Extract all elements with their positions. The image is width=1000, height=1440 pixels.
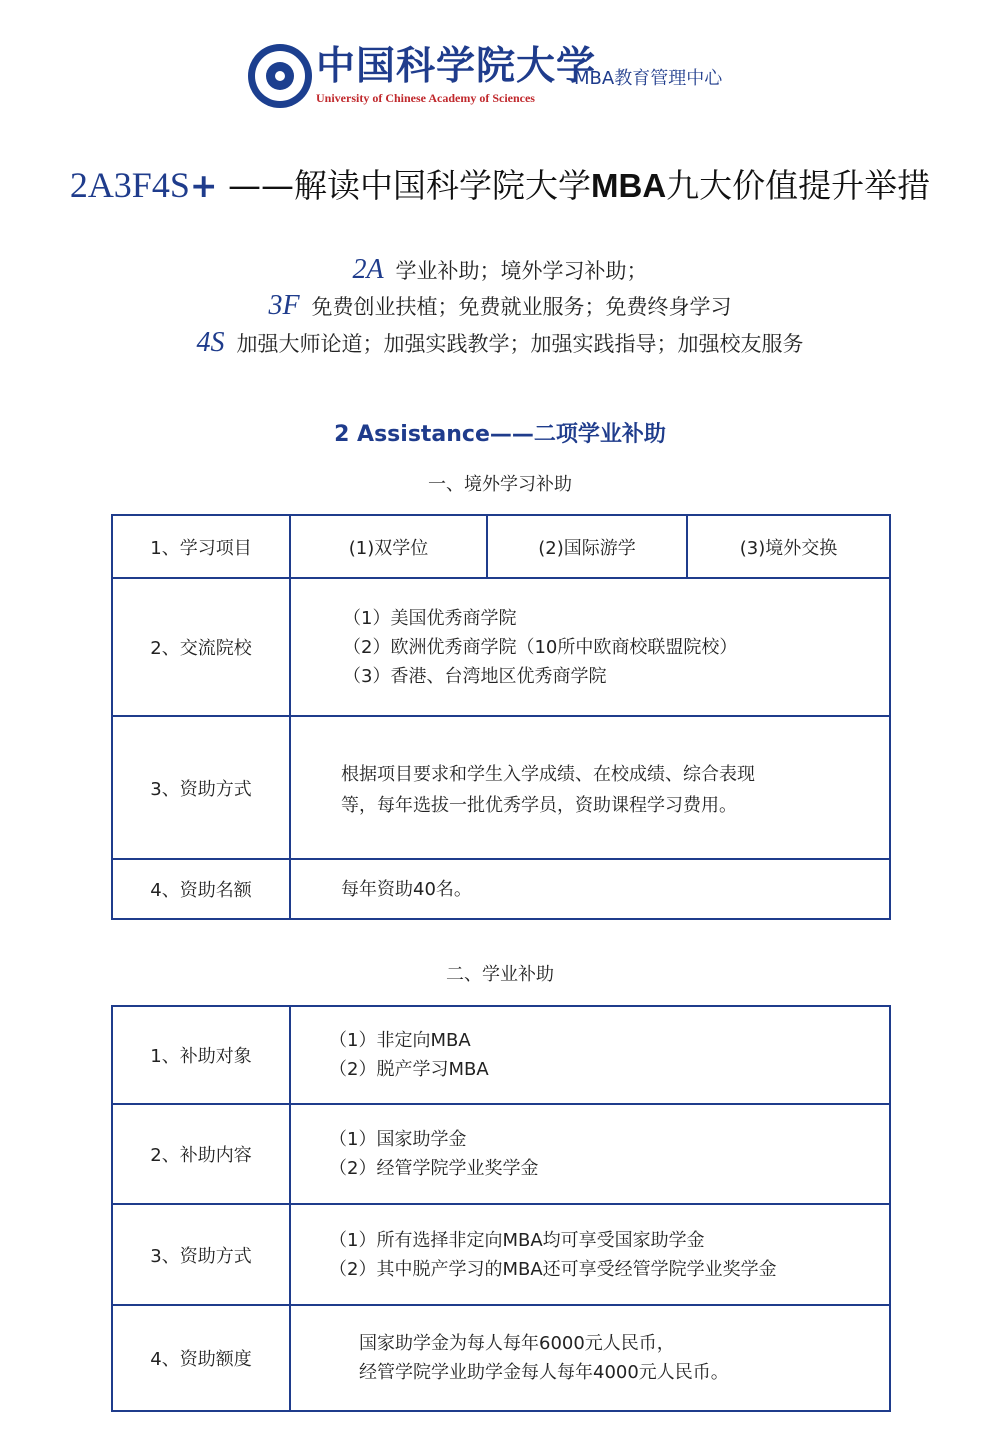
school-name-cn: 中国科学院大学 (316, 43, 597, 89)
summary-2a (0, 252, 1000, 289)
academic-aid-table (111, 1005, 891, 1412)
summary-tag: 4S (196, 327, 225, 358)
table-row (112, 859, 890, 919)
title-code: 2A3F4S (69, 165, 190, 205)
overseas-study-table (111, 514, 891, 920)
summary-text: 加强大师论道；加强实践教学；加强实践指导；加强校友服务 (236, 332, 804, 356)
row-label: 3、资助方式 (112, 1204, 290, 1305)
row-content (290, 716, 890, 859)
content-line: （1）美国优秀商学院 (343, 607, 517, 629)
content-line: （2）经管学院学业奖学金 (329, 1158, 539, 1179)
summary-tag: 3F (268, 290, 300, 321)
summary-3f (0, 288, 1000, 325)
table-row (112, 578, 890, 716)
row-label: 1、补助对象 (112, 1006, 290, 1104)
table2-title: 二、学业补助 (446, 964, 554, 985)
table-row (112, 1006, 890, 1104)
center-name: MBA教育管理中心 (574, 68, 723, 89)
row-label: 4、资助名额 (112, 859, 290, 919)
content-line: （3）香港、台湾地区优秀商学院 (343, 665, 607, 687)
table-row (112, 515, 890, 578)
title-plus: + (189, 166, 218, 205)
row-content (290, 1006, 890, 1104)
row-label: 3、资助方式 (112, 716, 290, 859)
content-line: （2）其中脱产学习的MBA还可享受经管学院学业奖学金 (329, 1258, 777, 1280)
content-line: 国家助学金为每人每年6000元人民币， (359, 1333, 675, 1354)
content-line: （2）脱产学习MBA (329, 1059, 489, 1080)
program-option: (2)国际游学 (487, 515, 687, 578)
table-row (112, 1204, 890, 1305)
row-content (290, 578, 890, 716)
content-line: 根据项目要求和学生入学成绩、在校成绩、综合表现 (341, 764, 755, 785)
row-label: 2、补助内容 (112, 1104, 290, 1204)
program-option: (1)双学位 (290, 515, 487, 578)
content-line: 经管学院学业助学金每人每年4000元人民币。 (359, 1362, 729, 1383)
school-name-en: University of Chinese Academy of Sciences (316, 91, 535, 105)
row-content (290, 859, 890, 919)
table-row (112, 1305, 890, 1411)
program-option: (3)境外交换 (687, 515, 890, 578)
row-content (290, 1204, 890, 1305)
row-content (290, 1104, 890, 1204)
logo-dot (275, 71, 285, 81)
title-mba: MBA (591, 167, 667, 204)
table-row (112, 1104, 890, 1204)
row-label: 2、交流院校 (112, 578, 290, 716)
table-row (112, 716, 890, 859)
title-text-1: ——解读中国科学院大学 (217, 166, 592, 205)
summary-text: 免费创业扶植；免费就业服务；免费终身学习 (311, 295, 732, 319)
table1-title: 一、境外学习补助 (428, 474, 572, 495)
page-title (0, 162, 1000, 209)
summary-4s (0, 325, 1000, 362)
content-line: （2）欧洲优秀商学院（10所中欧商校联盟院校） (343, 636, 738, 658)
content-line: （1）非定向MBA (329, 1030, 471, 1051)
summary-tag: 2A (352, 254, 384, 285)
university-logo (248, 44, 312, 108)
summary-text: 学业补助；境外学习补助； (395, 259, 648, 283)
content-line: 每年资助40名。 (341, 878, 472, 900)
row-label: 1、学习项目 (112, 515, 290, 578)
row-content (290, 1305, 890, 1411)
content-line: （1）国家助学金 (329, 1129, 467, 1150)
content-line: 等，每年选拔一批优秀学员，资助课程学习费用。 (341, 795, 737, 816)
title-text-2: 九大价值提升举措 (666, 166, 931, 205)
row-label: 4、资助额度 (112, 1305, 290, 1411)
content-line: （1）所有选择非定向MBA均可享受国家助学金 (329, 1229, 705, 1251)
section-title: 2 Assistance——二项学业补助 (334, 422, 666, 447)
